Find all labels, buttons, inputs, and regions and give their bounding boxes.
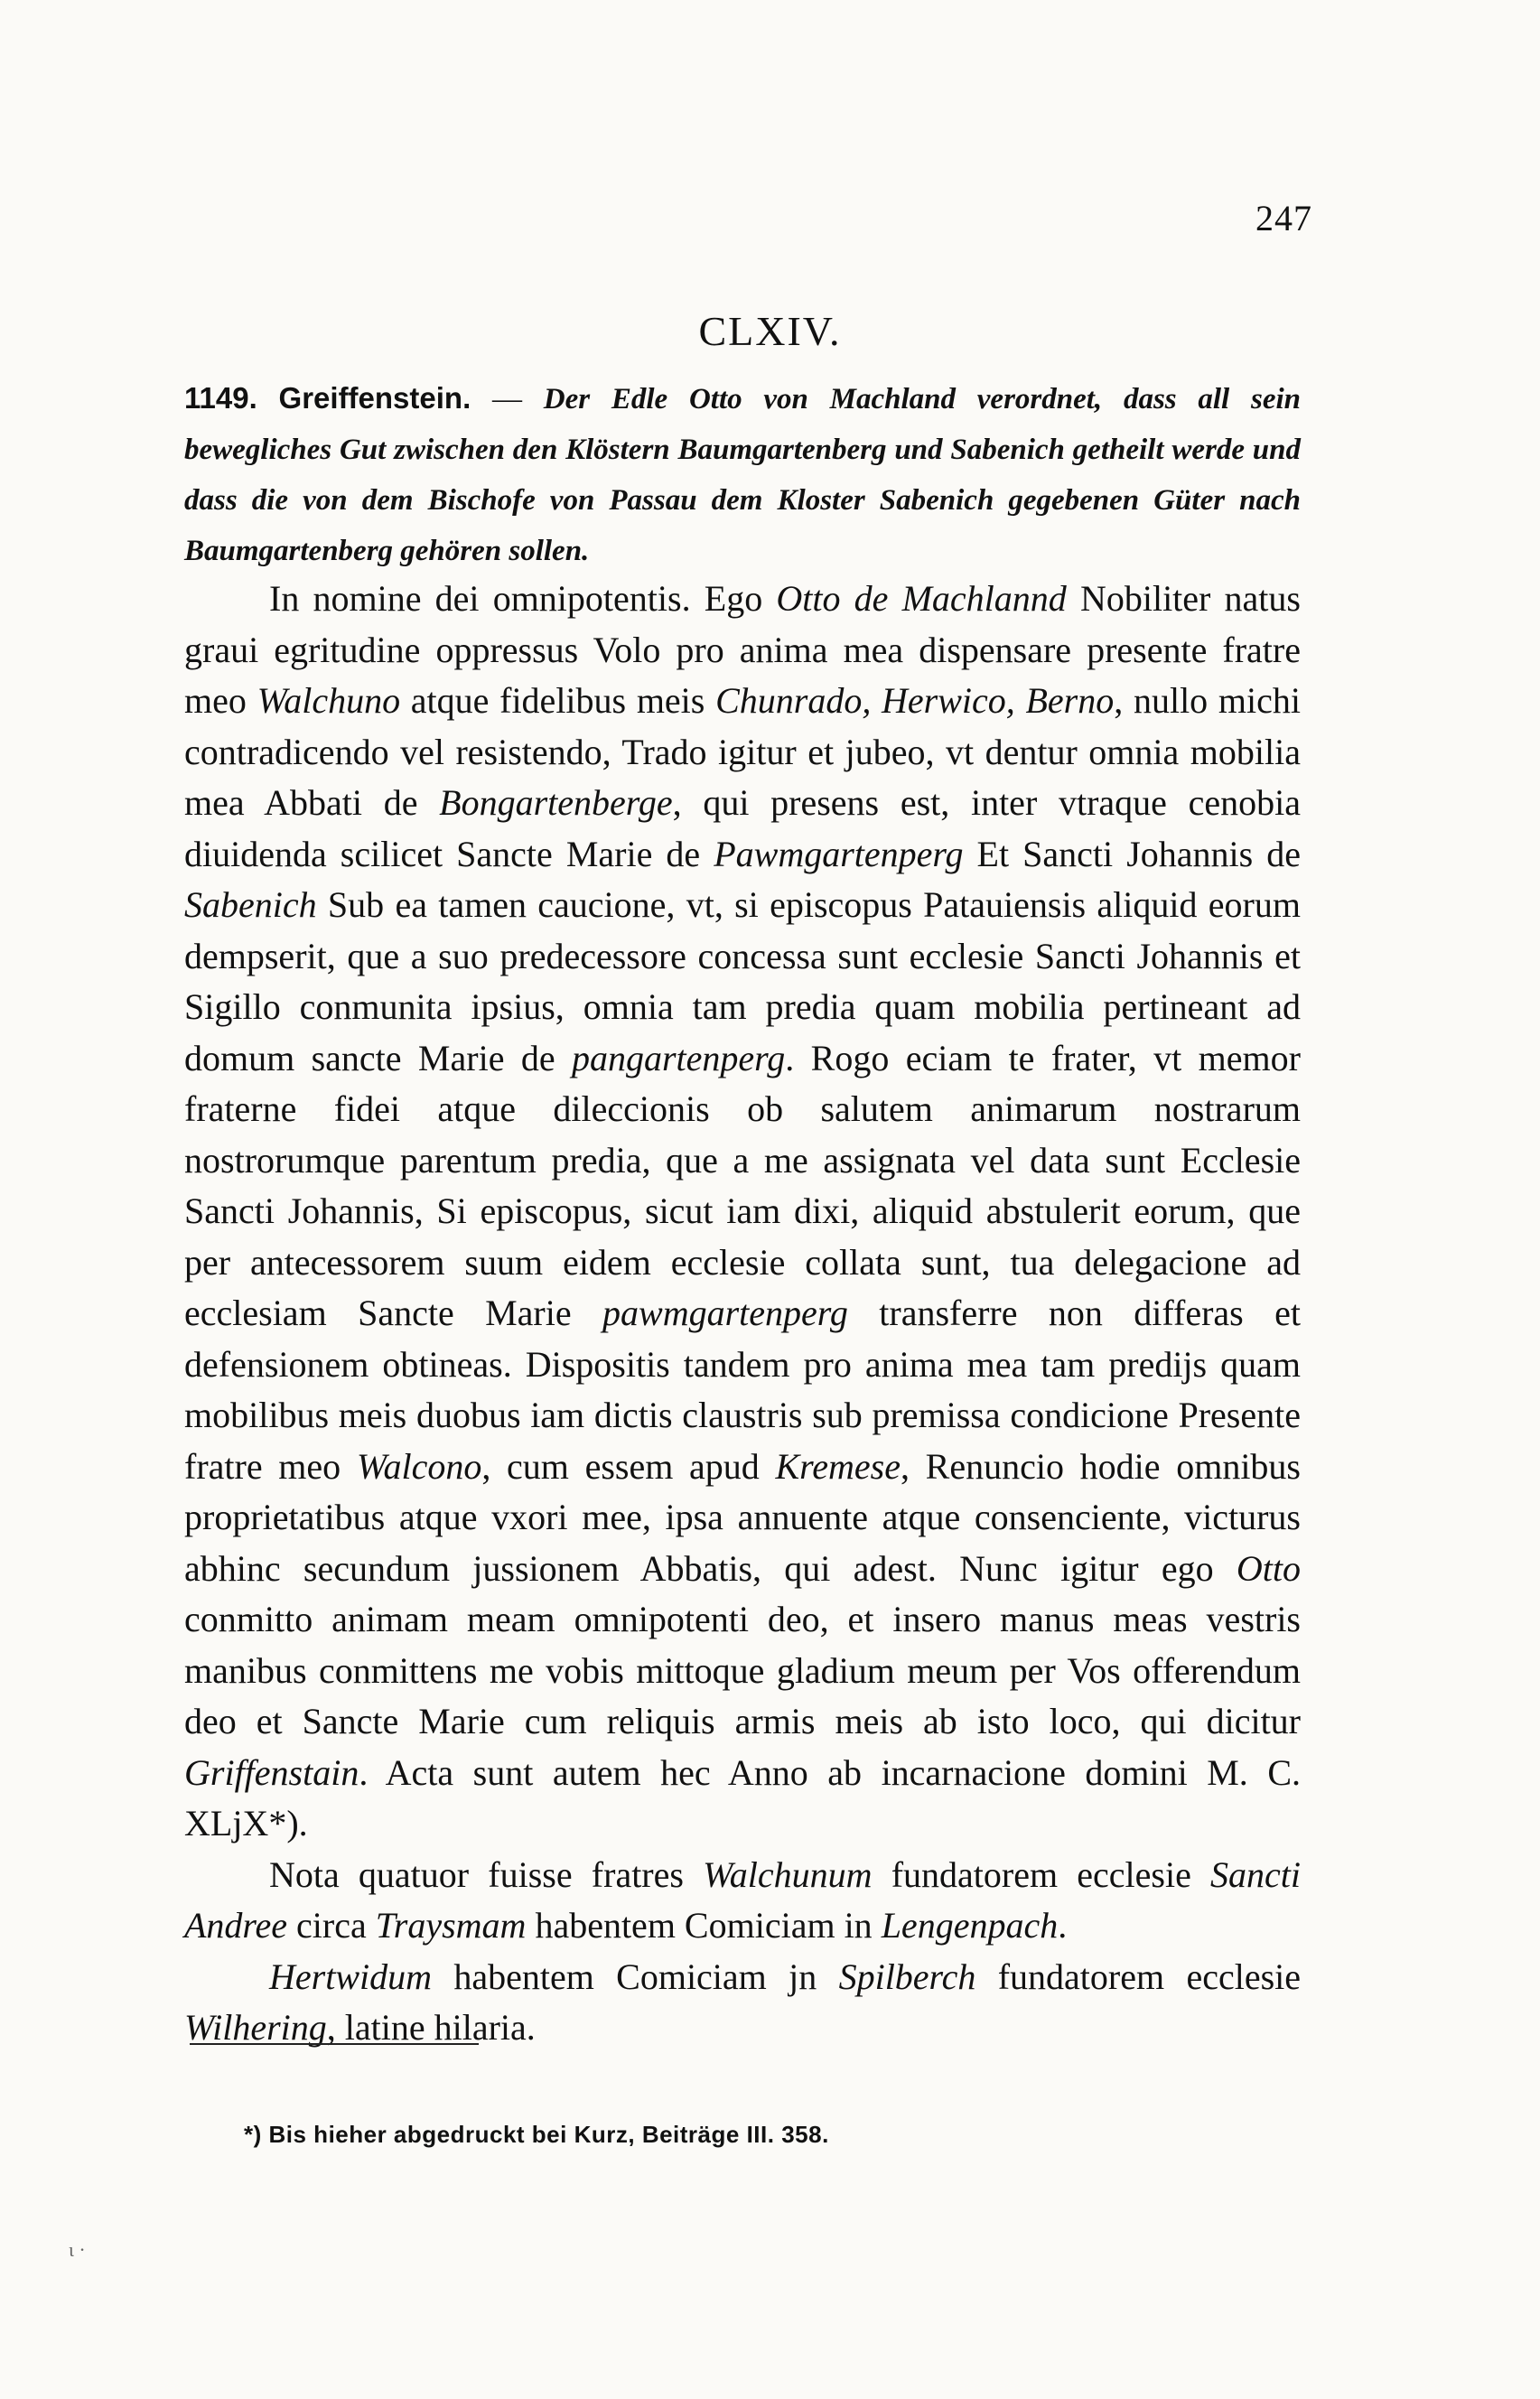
text-run: habentem Comiciam in <box>526 1905 882 1946</box>
regest <box>184 373 1301 576</box>
regest-year: 1149. <box>184 381 257 415</box>
italic-name: Otto <box>1236 1547 1301 1589</box>
text-run: . Rogo eciam te frater, vt memor fraterne fidei atque dileccionis ob salutem animarum nostrarum nostrorumque parentum predia, que a me assignata vel data sunt Ecclesie Sancti Johannis, Si episcopus, sicut iam dixi, aliquid abstulerit eorum, que per antecessorem suum eidem ecclesie collata sunt, tua delegacione ad ecclesiam Sancte Marie <box>184 1037 1301 1333</box>
text-run: conmitto animam meam omnipotenti deo, et insero manus meas vestris manibus conmittens me vobis mittoque gladium meum per Vos offerendum deo et Sancte Marie cum reliquis armis meis ab isto loco, qui dicitur <box>184 1599 1301 1741</box>
charter-paragraph-3 <box>184 1952 1301 2054</box>
regest-summary: Der Edle Otto von Machland verordnet, dass all sein bewegliches Gut zwischen den Klöstern Baumgartenberg und Sabenich getheilt werde und dass die von dem Bischofe von Passau dem Kloster Sabenich gegebenen Güter nach Baumgartenberg gehören sollen. <box>184 383 1302 567</box>
italic-name: Sabenich <box>184 884 317 925</box>
text-run: , cum essem apud <box>481 1445 776 1487</box>
italic-name: Sancti Andree <box>184 1853 1301 1946</box>
italic-name: Traysmam <box>375 1905 527 1946</box>
charter-paragraph-1 <box>184 574 1301 1850</box>
text-run: habentem Comiciam jn <box>432 1956 839 1997</box>
footnote-rule <box>190 2043 479 2045</box>
document-number: CLXIV. <box>698 308 842 354</box>
italic-name: Bongartenberge <box>439 782 673 823</box>
margin-mark: ι · <box>69 2238 86 2261</box>
text-run: , qui presens est, inter vtraque cenobia diuidenda scilicet Sancte Marie de <box>184 782 1301 874</box>
text-run: Nota quatuor fuisse fratres <box>269 1853 704 1895</box>
text-run: Sub ea tamen caucione, vt, si episcopus Patauiensis aliquid eorum dempserit, que a suo predecessore concessa sunt ecclesie Sancti Johannis et Sigillo conmunita ipsius, omnia tam predia quam mobilia pertineant ad domum sancte Marie de <box>184 884 1301 1078</box>
italic-name: Lengenpach <box>881 1905 1059 1946</box>
italic-name: Otto de Machlannd <box>776 578 1067 619</box>
footnote: *) Bis hieher abgedruckt bei Kurz, Beiträge III. 358. <box>244 2121 829 2148</box>
text-run: Et Sancti Johannis de <box>963 833 1302 874</box>
italic-name: Griffenstain <box>184 1751 359 1793</box>
text-run: , latine hilaria. <box>326 2007 536 2048</box>
text-run: , nullo michi contradicendo vel resistendo, Trado igitur et jubeo, vt dentur omnia mobilia mea Abbati de <box>184 680 1301 823</box>
italic-name: Walcono <box>356 1445 482 1487</box>
italic-name: Walchuno <box>257 680 401 721</box>
regest-dash: — <box>492 383 523 415</box>
italic-name: Spilberch <box>838 1956 976 1997</box>
text-run: , Renuncio hodie omnibus proprietatibus atque vxori mee, ipsa annuente atque consenciente, victurus abhinc secundum jussionem Abbatis, qui adest. Nunc igitur ego <box>184 1445 1301 1589</box>
italic-name: Hertwidum <box>269 1956 432 1997</box>
text-run: fundatorem ecclesie <box>975 1956 1302 1997</box>
charter-paragraph-2 <box>184 1850 1301 1952</box>
italic-name: Chunrado, Herwico, Berno <box>715 680 1115 721</box>
text-run: Nobiliter natus graui egritudine oppressus Volo pro anima mea dispensare presente fratre meo <box>184 578 1301 721</box>
text-run: atque fidelibus meis <box>400 680 716 721</box>
regest-place: Greiffenstein. <box>278 381 471 415</box>
italic-name: Pawmgartenperg <box>714 833 964 874</box>
text-run: . Acta sunt autem hec Anno ab incarnacione domini M. C. XLjX*). <box>184 1751 1301 1844</box>
page-number: 247 <box>1255 198 1312 238</box>
italic-name: Wilhering <box>184 2007 327 2048</box>
text-run: . <box>1058 1905 1068 1946</box>
text-run: transferre non differas et defensionem obtineas. Dispositis tandem pro anima mea tam predijs quam mobilibus meis duobus iam dictis claustris sub premissa condicione Presente fratre meo <box>184 1293 1302 1487</box>
text-run: circa <box>287 1905 376 1946</box>
italic-name: pangartenperg <box>571 1037 786 1078</box>
italic-name: pawmgartenperg <box>602 1293 848 1333</box>
text-run: fundatorem ecclesie <box>872 1853 1211 1895</box>
italic-name: Kremese <box>775 1445 901 1487</box>
charter-text <box>184 574 1301 2054</box>
italic-name: Walchunum <box>703 1853 873 1895</box>
text-run: In nomine dei omnipotentis. Ego <box>269 578 777 619</box>
